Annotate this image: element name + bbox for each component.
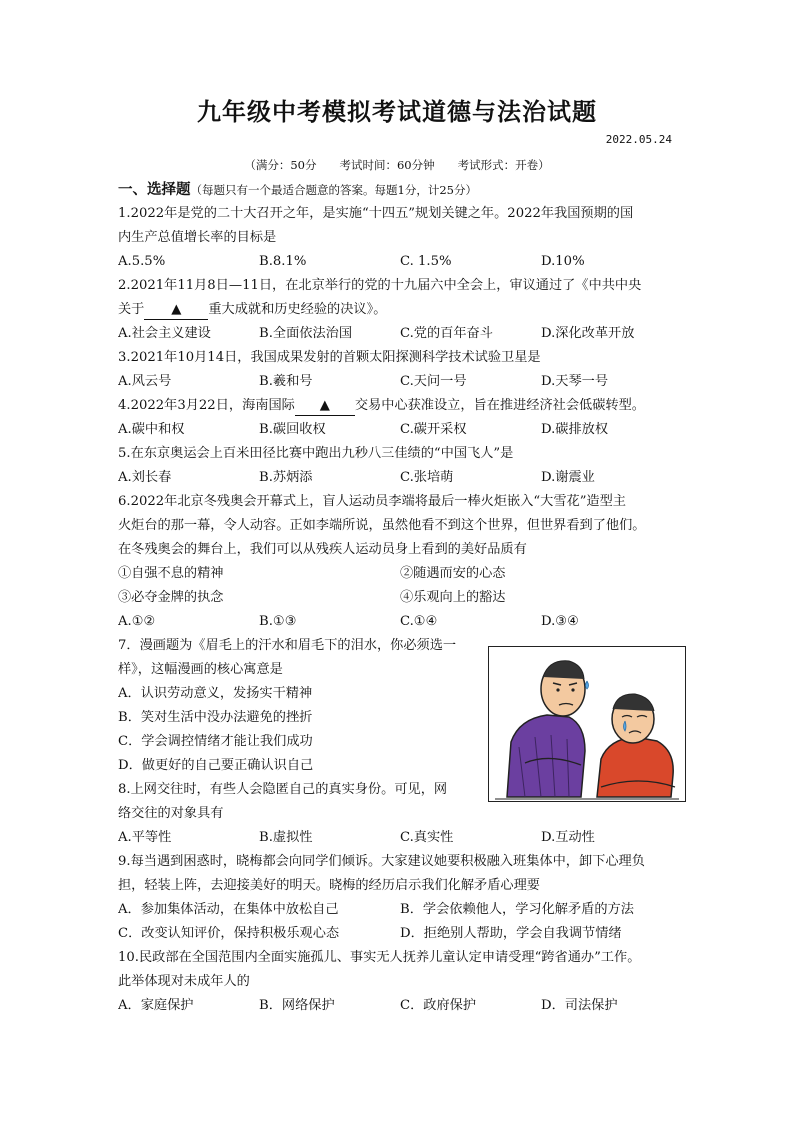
q9-line2: 担，轻装上阵，去迎接美好的明天。晓梅的经历启示我们化解矛盾心理要 [118, 878, 540, 893]
eye-left [556, 688, 559, 691]
q6-statement-4: ④乐观向上的豁达 [400, 590, 506, 605]
q2-options [118, 322, 682, 346]
q10-option-b: B．网络保护 [259, 998, 335, 1013]
q2-line1: 2.2021年11月8日—11日，在北京举行的党的十九届六中全会上，审议通过了《中共中央 [118, 278, 642, 293]
q8-options [118, 826, 682, 850]
q5-option-d: D.谢震业 [541, 470, 595, 485]
questions-area [118, 178, 682, 1018]
q6-option-a: A.①② [118, 614, 156, 629]
q5-option-b: B.苏炳添 [259, 470, 313, 485]
q4-option-d: D.碳排放权 [541, 422, 609, 437]
q6-options [118, 610, 682, 634]
q6-statement-2: ②随遇而安的心态 [400, 566, 506, 581]
q6-statements-row2 [118, 586, 682, 610]
q5-option-c: C.张培萌 [400, 470, 454, 485]
hair [543, 661, 584, 679]
q9-options-row1 [118, 898, 682, 922]
q7-line2: 样》，这幅漫画的核心寓意是 [118, 662, 283, 677]
q4-option-b: B.碳回收权 [259, 422, 326, 437]
q8-line2: 络交往的对象具有 [118, 806, 224, 821]
q9-option-d: D．拒绝别人帮助，学会自我调节情绪 [400, 926, 622, 941]
cartoon-illustration [488, 646, 686, 802]
q2-line2: 关于 ▲ 重大成就和历史经验的决议》。 [118, 298, 682, 322]
q1-option-a: A.5.5% [118, 254, 166, 269]
q5-options [118, 466, 682, 490]
section-heading: 一、选择题（每题只有一个最适合题意的答案。每题1分，计25分） [118, 182, 477, 198]
q3-option-a: A.风云号 [118, 374, 172, 389]
q2-option-d: D.深化改革开放 [541, 326, 635, 341]
q4-option-a: A.碳中和权 [118, 422, 185, 437]
q4-line1: 4.2022年3月22日，海南国际 ▲ 交易中心获准设立，旨在推进经济社会低碳转型。 [118, 394, 682, 418]
q6-line1: 6.2022年北京冬残奥会开幕式上，盲人运动员李端将最后一棒火炬嵌入“大雪花”造型主 [118, 494, 626, 509]
q7-option-d: D．做更好的自己要正确认识自己 [118, 758, 314, 773]
q3-option-d: D.天琴一号 [541, 374, 609, 389]
q8-option-b: B.虚拟性 [259, 830, 313, 845]
q7-option-b: B．笑对生活中没办法避免的挫折 [118, 710, 313, 725]
q2-option-a: A.社会主义建设 [118, 326, 211, 341]
q9-option-b: B．学会依赖他人，学习化解矛盾的方法 [400, 902, 634, 917]
q6-statement-1: ①自强不息的精神 [118, 566, 224, 581]
q5-option-a: A.刘长春 [118, 470, 172, 485]
q6-statements-row1 [118, 562, 682, 586]
q2-option-b: B.全面依法治国 [259, 326, 353, 341]
q1-line2: 内生产总值增长率的目标是 [118, 230, 277, 245]
q10-line1: 10.民政部在全国范围内全面实施孤儿、事实无人抚养儿童认定申请受理“跨省通办”工作。 [118, 950, 641, 965]
q10-option-a: A．家庭保护 [118, 998, 194, 1013]
q10-option-c: C．政府保护 [400, 998, 477, 1013]
q6-line3: 在冬残奥会的舞台上，我们可以从残疾人运动员身上看到的美好品质有 [118, 542, 527, 557]
q1-option-b: B.8.1% [259, 254, 307, 269]
q1-options [118, 250, 682, 274]
q6-option-c: C.①④ [400, 614, 438, 629]
q10-option-d: D．司法保护 [541, 998, 618, 1013]
q3-options [118, 370, 682, 394]
q6-statement-3: ③必夺金牌的执念 [118, 590, 224, 605]
q7-option-a: A．认识劳动意义，发扬实干精神 [118, 686, 313, 701]
q1-line1: 1.2022年是党的二十大召开之年，是实施“十四五”规划关键之年。2022年我国预期的国 [118, 206, 634, 221]
q8-option-d: D.互动性 [541, 830, 595, 845]
hair-right [613, 694, 654, 711]
q9-line1: 9.每当遇到困惑时，晓梅都会向同学们倾诉。大家建议她要积极融入班集体中，卸下心理负 [118, 854, 645, 869]
exam-title: 九年级中考模拟考试道德与法治试题 [197, 98, 597, 126]
q3-option-b: B.羲和号 [259, 374, 313, 389]
purple-shirt-figure [507, 715, 585, 797]
exam-date: 2022.05.24 [605, 133, 672, 146]
answer-blank: ▲ [295, 397, 355, 416]
q8-option-a: A.平等性 [118, 830, 172, 845]
red-shirt-figure [597, 737, 673, 797]
q4-option-c: C.碳开采权 [400, 422, 467, 437]
q6-option-d: D.③④ [541, 614, 579, 629]
q9-options-row2 [118, 922, 682, 946]
q4-options [118, 418, 682, 442]
q1-option-c: C. 1.5% [400, 254, 452, 269]
cartoon-drawing [489, 647, 685, 801]
q2-option-c: C.党的百年奋斗 [400, 326, 493, 341]
q9-option-c: C．改变认知评价，保持积极乐观心态 [118, 926, 340, 941]
q7-option-c: C．学会调控情绪才能让我们成功 [118, 734, 313, 749]
q3-option-c: C.天问一号 [400, 374, 467, 389]
q9-option-a: A．参加集体活动，在集体中放松自己 [118, 902, 339, 917]
q6-line2: 火炬台的那一幕，令人动容。正如李端所说，虽然他看不到这个世界，但世界看到了他们。 [118, 518, 646, 533]
eye-right [571, 688, 574, 691]
q3-line1: 3.2021年10月14日，我国成果发射的首颗太阳探测科学技术试验卫星是 [118, 350, 541, 365]
q10-options [118, 994, 682, 1018]
q1-option-d: D.10% [541, 254, 585, 269]
answer-blank: ▲ [144, 301, 208, 320]
q5-line1: 5.在东京奥运会上百米田径比赛中跑出九秒八三佳绩的“中国飞人”是 [118, 446, 514, 461]
q8-line1: 8.上网交往时，有些人会隐匿自己的真实身份。可见，网 [118, 782, 448, 797]
sweat-drop-icon [586, 681, 589, 689]
q8-option-c: C.真实性 [400, 830, 454, 845]
q10-line2: 此举体现对未成年人的 [118, 974, 250, 989]
exam-meta: （满分：50分 考试时间：60分钟 考试形式：开卷） [244, 158, 550, 172]
q7-line1: 7．漫画题为《眉毛上的汗水和眉毛下的泪水，你必须选一 [118, 638, 457, 653]
q6-option-b: B.①③ [259, 614, 297, 629]
